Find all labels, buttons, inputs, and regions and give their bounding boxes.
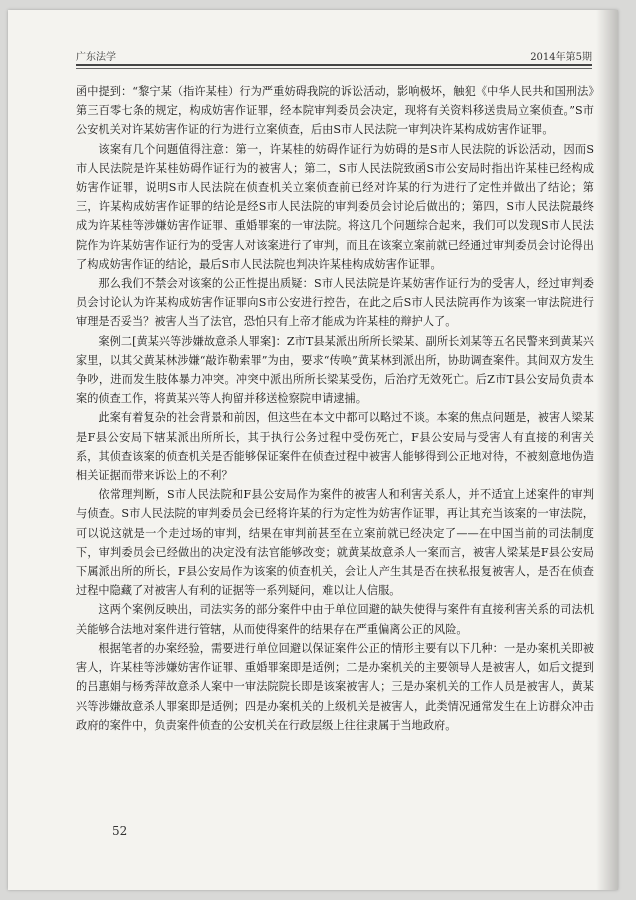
- paragraph: 根据笔者的办案经验，需要进行单位回避以保证案件公正的情形主要有以下几种：一是办案机关即被害人，许某桂等涉嫌妨害作证罪、重婚罪案即是适例；二是办案机关的主要领导人是被害人，如后文提到的吕惠娟与杨秀萍故意杀人案中一审法院院长即是该案被害人；三是办案机关的工作人员是被害人，黄某兴等涉嫌故意杀人罪案即是适例；四是办案机关的上级机关是被害人，此类情况通常发生在上访群众冲击政府的案件中，负责案件侦查的公安机关在行政层级上往往隶属于当地政府。: [76, 641, 594, 732]
- running-header: [76, 48, 592, 63]
- paragraph: 这两个案例反映出，司法实务的部分案件中由于单位回避的缺失使得与案件有直接利害关系的司法机关能够合法地对案件进行管辖，从而使得案件的结果存在严重偏离公正的风险。: [76, 603, 594, 636]
- paragraph: 函中提到：“黎宁某（指许某桂）行为严重妨碍我院的诉讼活动，影响极坏，触犯《中华人民共和国刑法》第三百零七条的规定，构成妨害作证罪，经本院审判委员会决定，现将有关资料移送贵局立案侦查。”S市公安机关对许某妨害作证的行为进行立案侦查，后由S市人民法院一审判决许某构成妨害作证罪。: [76, 85, 594, 137]
- paragraph: 此案有着复杂的社会背景和前因，但这些在本文中都可以略过不谈。本案的焦点问题是，被害人梁某是F县公安局下辖某派出所所长，其于执行公务过程中受伤死亡，F县公安局与受害人有直接的利害关系，其侦查该案的侦查机关是否能够保证案件在侦查过程中被害人能够得到公正地对待，不被刻意地伪造相关证据而带来诉讼上的不利？: [76, 411, 594, 483]
- page-number: 52: [112, 824, 128, 838]
- paragraph: 那么我们不禁会对该案的公正性提出质疑：S市人民法院是许某妨害作证行为的受害人，经过审判委员会讨论认为许某构成妨害作证罪向S市公安进行控告，在此之后S市人民法院再作为该案一审法院进行审理是否妥当？被害人当了法官，恐怕只有上帝才能成为许某桂的辩护人了。: [76, 277, 594, 329]
- paragraph: 依常理判断，S市人民法院和F县公安局作为案件的被害人和利害关系人，并不适宜上述案件的审判与侦查。S市人民法院的审判委员会已经将许某的行为定性为妨害作证罪，再让其充当该案的一审法院，可以说这就是一个走过场的审判，结果在审判前甚至在立案前就已经决定了——在中国当前的司法制度下，审判委员会已经做出的决定没有法官能够改变；就黄某故意杀人一案而言，被害人梁某是F县公安局下属派出所的所长，F县公安局作为该案的侦查机关，会让人产生其是否在挟私报复被害人，是否在侦查过程中隐藏了对被害人有利的证据等一系列疑问，难以让人信服。: [76, 488, 594, 598]
- paragraph: 案例二[黄某兴等涉嫌故意杀人罪案]：Z市T县某派出所所长梁某、副所长刘某等五名民警来到黄某兴家里，以其父黄某林涉嫌“敲诈勒索罪”为由，要求“传唤”黄某林到派出所，协助调查案件。其间双方发生争吵，进而发生肢体暴力冲突。冲突中派出所所长梁某受伤，后治疗无效死亡。后Z市T县公安局负责本案的侦查工作，将黄某兴等人拘留并移送检察院申请逮捕。: [76, 334, 594, 406]
- header-rule-thin: [76, 68, 592, 69]
- binding-shadow: [596, 10, 618, 890]
- article-body: [76, 82, 594, 735]
- header-rule-thick: [76, 64, 592, 66]
- issue-label: 2014年第5期: [530, 52, 592, 63]
- paragraph: 该案有几个问题值得注意：第一，许某桂的妨碍作证行为妨碍的是S市人民法院的诉讼活动，因而S市人民法院是许某桂妨碍作证行为的被害人；第二，S市人民法院致函S市公安局时指出许某桂已经构成妨害作证罪，说明S市人民法院在侦查机关立案侦查前已经对许某的行为进行了定性并做出了结论；第三，许某构成妨害作证罪的结论是经S市人民法院的审判委员会讨论后做出的；第四，S市人民法院最终成为许某桂等涉嫌妨害作证罪、重婚罪案的一审法院。将这几个问题综合起来，我们可以发现S市人民法院作为许某妨害作证行为的受害人对该案进行了审判，而且在该案立案前就已经通过审判委员会讨论得出了构成妨害作证的结论，最后S市人民法院也判决许某桂构成妨害作证罪。: [76, 142, 594, 271]
- journal-title: 广东法学: [76, 52, 116, 63]
